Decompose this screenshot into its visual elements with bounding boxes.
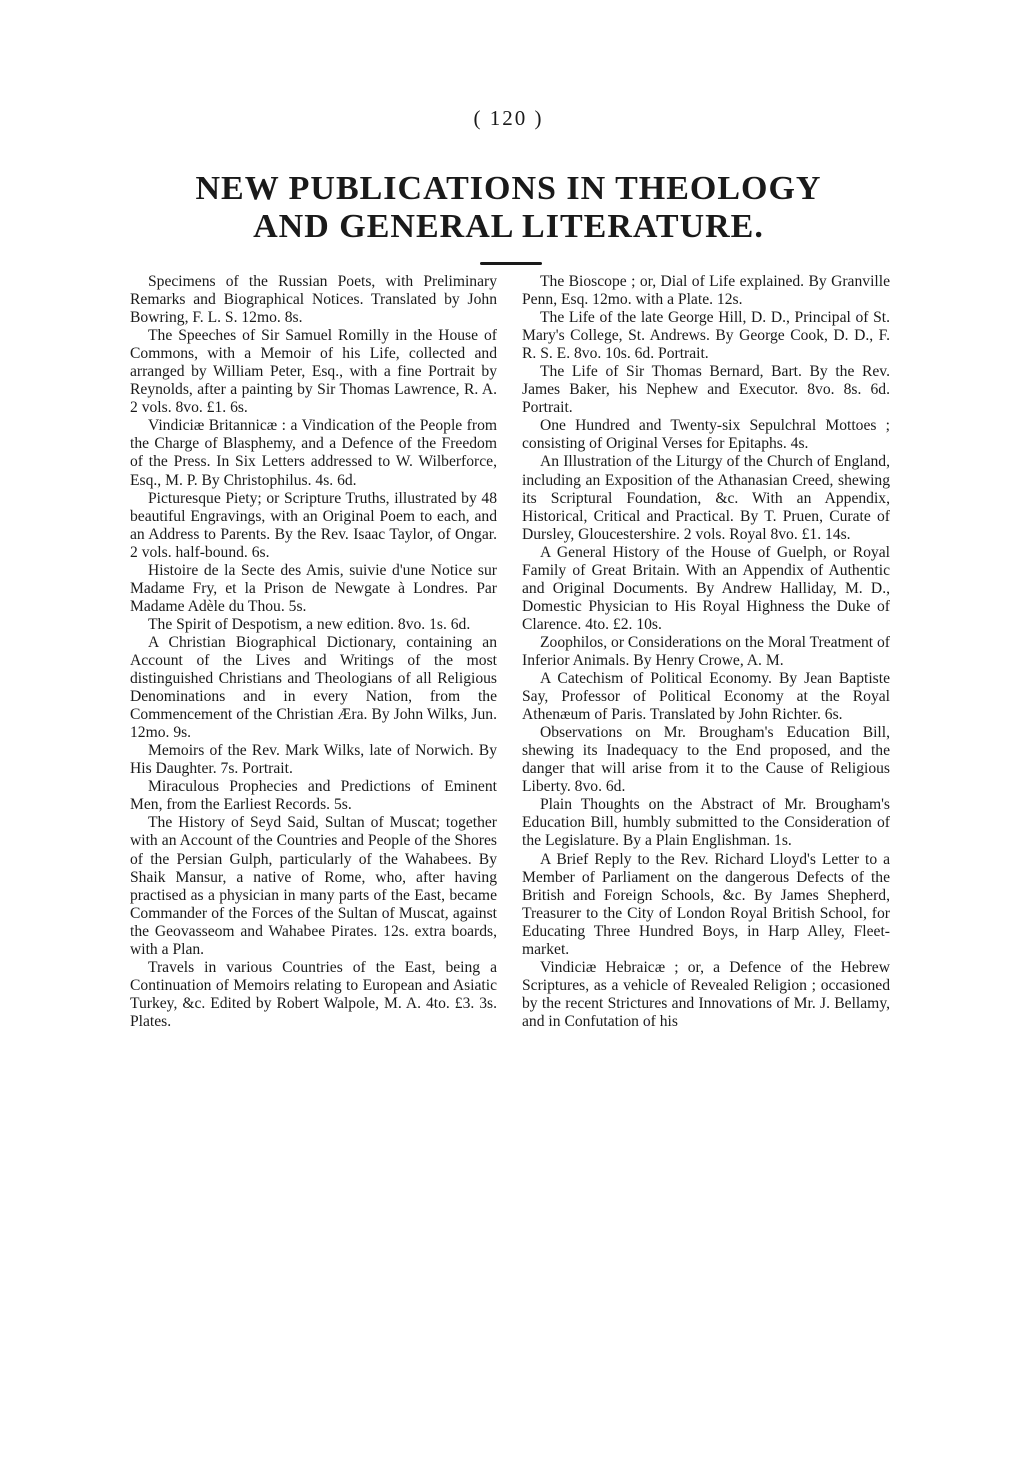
ornamental-rule	[480, 262, 542, 265]
publication-entry: Specimens of the Russian Poets, with Preliminary Remarks and Biographical Notices. Translated by John Bowring, F. L. S. 12mo. 8s.	[130, 273, 497, 327]
publication-entry: The Spirit of Despotism, a new edition. 8vo. 1s. 6d.	[148, 615, 471, 633]
right-column	[522, 273, 890, 1031]
publication-entry: Zoophilos, or Considerations on the Moral Treatment of Inferior Animals. By Henry Crowe, A. M.	[522, 633, 890, 669]
publication-entry: A Catechism of Political Economy. By Jean Baptiste Say, Professor of Political Economy at the Royal Athenæum of Paris. Translated by John Richter. 6s.	[522, 670, 890, 724]
publication-entry: A Brief Reply to the Rev. Richard Lloyd's Letter to a Member of Parliament on the dangerous Defects of the British and Foreign Schools, &c. By James Shepherd, Treasurer to the City of London Royal British School, for Educating Three Hundred Boys, in Harp Alley, Fleet-market.	[522, 850, 890, 958]
publication-entry: Memoirs of the Rev. Mark Wilks, late of Norwich. By His Daughter. 7s. Portrait.	[130, 742, 497, 778]
publication-entry: Histoire de la Secte des Amis, suivie d'une Notice sur Madame Fry, et la Prison de Newgate à Londres. Par Madame Adèle du Thou. 5s.	[130, 561, 497, 615]
publication-entry: Miraculous Prophecies and Predictions of Eminent Men, from the Earliest Records. 5s.	[130, 778, 497, 814]
publication-entry: A General History of the House of Guelph, or Royal Family of Great Britain. With an Appendix of Authentic and Original Documents. By Andrew Halliday, M. D., Domestic Physician to His Royal Highness the Duke of Clarence. 4to. £2. 10s.	[522, 543, 890, 633]
publication-entry: Travels in various Countries of the East, being a Continuation of Memoirs relating to European and Asiatic Turkey, &c. Edited by Robert Walpole, M. A. 4to. £3. 3s. Plates.	[130, 958, 497, 1030]
publication-entry: The Life of Sir Thomas Bernard, Bart. By the Rev. James Baker, his Nephew and Executor. 8vo. 8s. 6d. Portrait.	[522, 363, 890, 417]
left-column	[130, 273, 497, 1031]
publication-entry: Vindiciæ Britannicæ : a Vindication of the People from the Charge of Blasphemy, and a Defence of the Freedom of the Press. In Six Letters addressed to W. Wilberforce, Esq., M. P. By Christophilus. 4s. 6d.	[130, 417, 497, 489]
title-line-2: AND GENERAL LITERATURE.	[253, 208, 764, 245]
publication-entry: Vindiciæ Hebraicæ ; or, a Defence of the Hebrew Scriptures, as a vehicle of Revealed Religion ; occasioned by the recent Strictures and Innovations of Mr. J. Bellamy, and in Confutation of his	[522, 958, 890, 1030]
publication-entry: Picturesque Piety; or Scripture Truths, illustrated by 48 beautiful Engravings, with an Original Poem to each, and an Address to Parents. By the Rev. Isaac Taylor, of Ongar. 2 vols. half-bound. 6s.	[130, 489, 497, 561]
publication-entry: Plain Thoughts on the Abstract of Mr. Brougham's Education Bill, humbly submitted to the Consideration of the Legislature. By a Plain Englishman. 1s.	[522, 796, 890, 850]
publication-entry: The Life of the late George Hill, D. D., Principal of St. Mary's College, St. Andrews. By George Cook, D. D., F. R. S. E. 8vo. 10s. 6d. Portrait.	[522, 309, 890, 363]
publication-entry: The Bioscope ; or, Dial of Life explained. By Granville Penn, Esq. 12mo. with a Plate. 12s.	[522, 273, 890, 309]
publication-entry: An Illustration of the Liturgy of the Church of England, including an Exposition of the Athanasian Creed, shewing its Scriptural Foundation, &c. With an Appendix, Historical, Critical and Practical. By T. Pruen, Curate of Dursley, Gloucestershire. 2 vols. Royal 8vo. £1. 14s.	[522, 453, 890, 543]
publication-entry: The History of Seyd Said, Sultan of Muscat; together with an Account of the Countries and People of the Shores of the Persian Gulph, particularly of the Wahabees. By Shaik Mansur, a native of Rome, who, after having practised as a physician in many parts of the East, became Commander of the Forces of the Sultan of Muscat, against the Geovasseom and Wahabee Pirates. 12s. extra boards, with a Plan.	[130, 814, 497, 958]
publication-entry: The Speeches of Sir Samuel Romilly in the House of Commons, with a Memoir of his Life, collected and arranged by William Peter, Esq., with a fine Portrait by Reynolds, after a painting by Sir Thomas Lawrence, R. A. 2 vols. 8vo. £1. 6s.	[130, 327, 497, 417]
title-line-1: NEW PUBLICATIONS IN THEOLOGY	[195, 170, 822, 207]
publication-entry: One Hundred and Twenty-six Sepulchral Mottoes ; consisting of Original Verses for Epitaphs. 4s.	[522, 417, 890, 453]
publication-entry: A Christian Biographical Dictionary, containing an Account of the Lives and Writings of the most distinguished Christians and Theologians of all Religious Denominations and in every Nation, from the Commencement of the Christian Æra. By John Wilks, Jun. 12mo. 9s.	[130, 633, 497, 742]
page-title	[60, 170, 957, 246]
page-number: ( 120 )	[473, 106, 544, 130]
publication-entry: Observations on Mr. Brougham's Education Bill, shewing its Inadequacy to the End proposed, and the danger that will arise from it to the Cause of Religious Liberty. 8vo. 6d.	[522, 724, 890, 796]
